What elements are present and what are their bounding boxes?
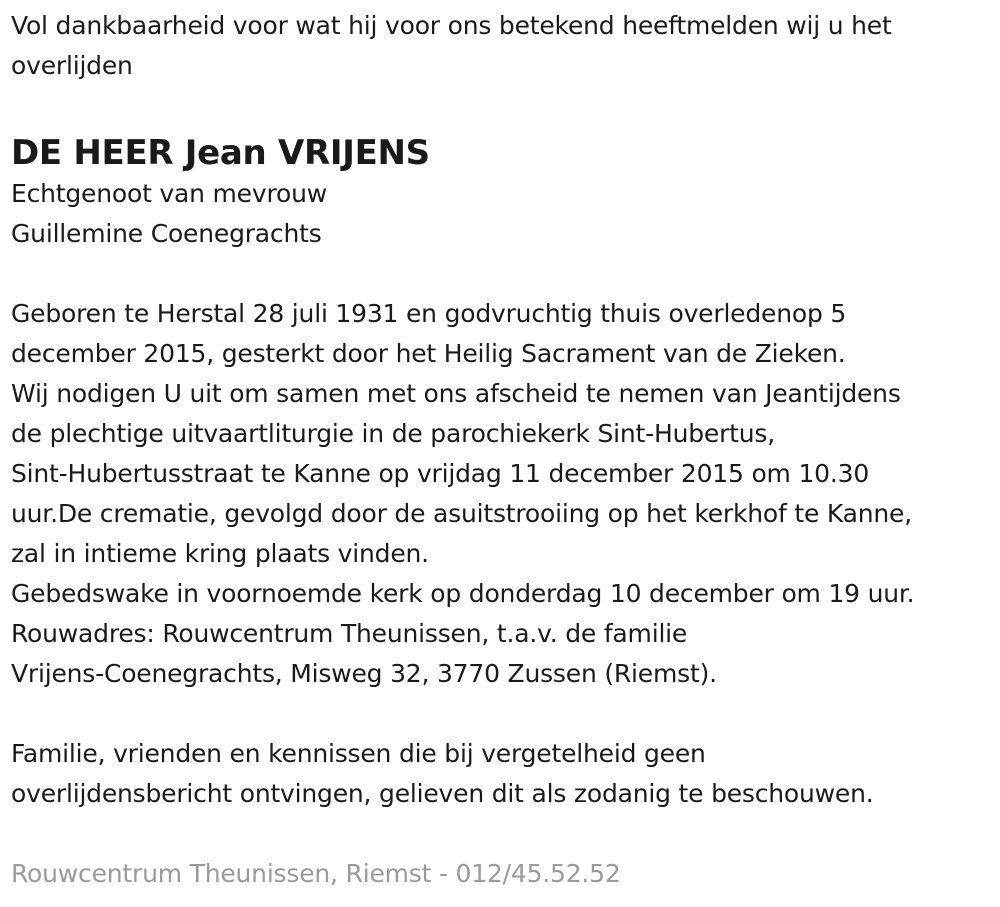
funeral-home-footer: Rouwcentrum Theunissen, Riemst - 012/45.52.52	[11, 859, 621, 888]
body-line: zal in intieme kring plaats vinden.	[11, 539, 429, 568]
deceased-name: DE HEER Jean VRIJENS	[11, 133, 430, 173]
spouse-line-2: Guillemine Coenegrachts	[11, 219, 322, 248]
obituary-notice	[11, 0, 996, 814]
body-line: Gebedswake in voornoemde kerk op donderdag 10 december om 19 uur.	[11, 579, 915, 608]
body-line: Wij nodigen U uit om samen met ons afscheid te nemen van Jeantijdens	[11, 379, 901, 408]
intro-line-1: Vol dankbaarheid voor wat hij voor ons betekend heeftmelden wij u het	[11, 11, 892, 40]
section-spacer	[11, 694, 996, 734]
body-line: uur.De crematie, gevolgd door de asuitstrooiing op het kerkhof te Kanne,	[11, 499, 912, 528]
body-line: Geboren te Herstal 28 juli 1931 en godvruchtig thuis overledenop 5	[11, 299, 847, 328]
intro-line-2: overlijden	[11, 51, 133, 80]
body-line: Sint-Hubertusstraat te Kanne op vrijdag 11 december 2015 om 10.30	[11, 459, 870, 488]
obituary-body	[11, 294, 996, 694]
body-line: de plechtige uitvaartliturgie in de parochiekerk Sint-Hubertus,	[11, 419, 775, 448]
spouse-line-1: Echtgenoot van mevrouw	[11, 179, 327, 208]
closing-line-1: Familie, vrienden en kennissen die bij vergetelheid geen	[11, 739, 706, 768]
body-line: Vrijens-Coenegrachts, Misweg 32, 3770 Zussen (Riemst).	[11, 659, 717, 688]
body-line: december 2015, gesterkt door het Heilig Sacrament van de Zieken.	[11, 339, 846, 368]
section-spacer	[11, 254, 996, 294]
closing-line-2: overlijdensbericht ontvingen, gelieven dit als zodanig te beschouwen.	[11, 779, 874, 808]
body-line: Rouwadres: Rouwcentrum Theunissen, t.a.v. de familie	[11, 619, 688, 648]
